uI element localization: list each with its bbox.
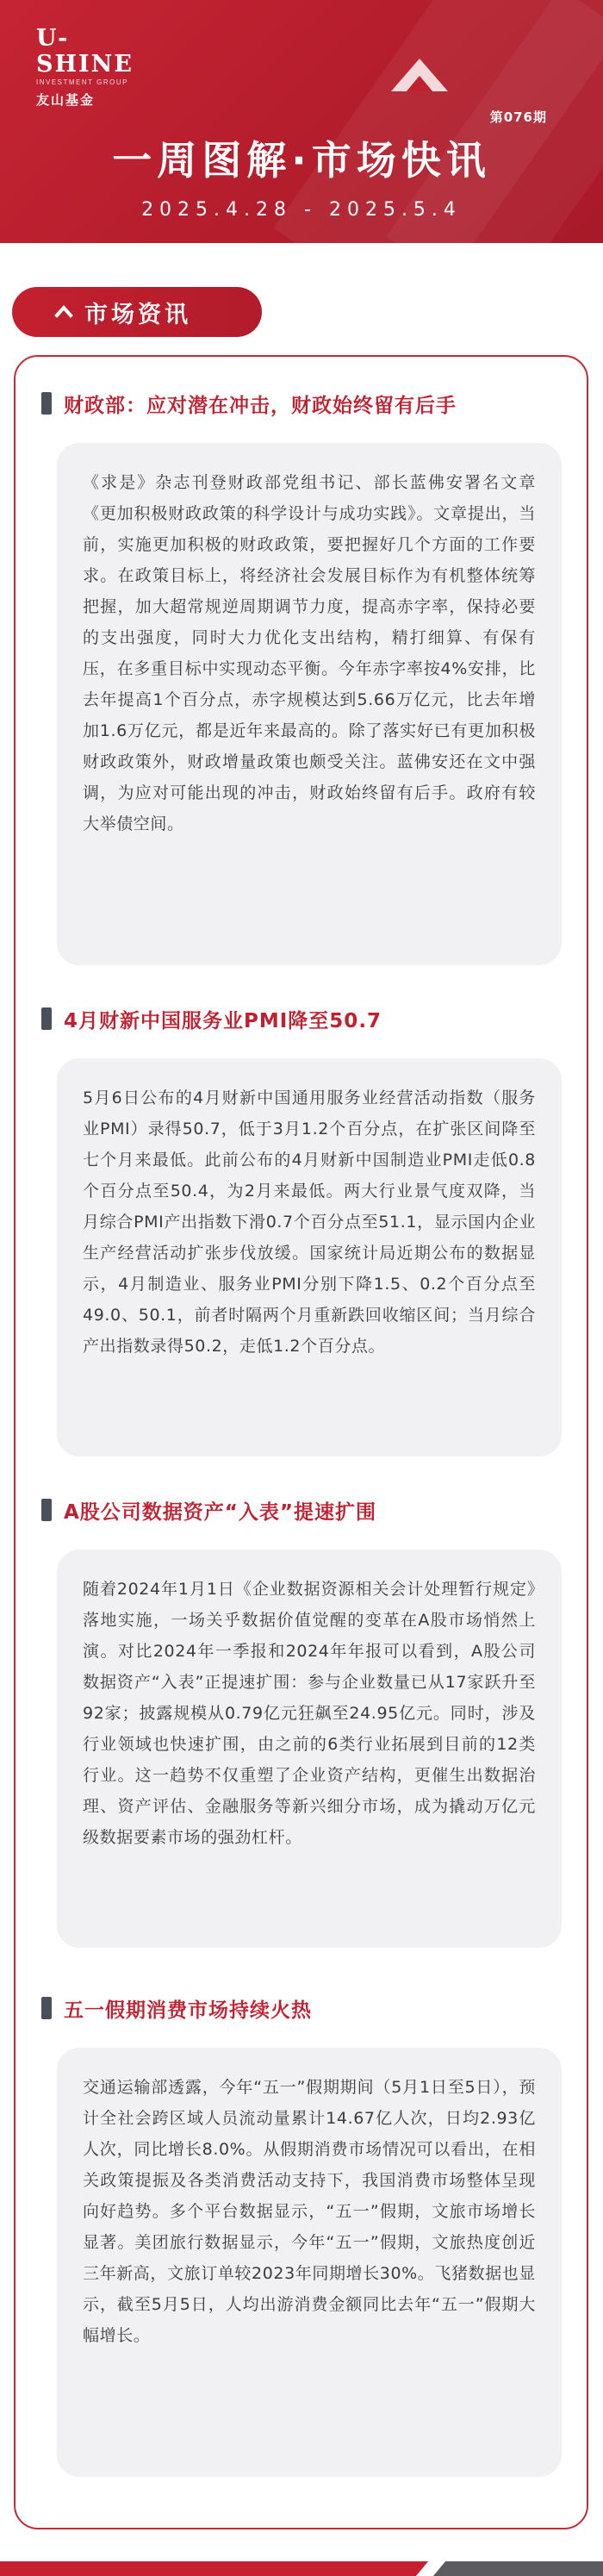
section-tab-market-news (12, 287, 262, 337)
issue-number: 第076期 (489, 109, 547, 125)
news-body: 随着2024年1月1日《企业数据资源相关会计处理暂行规定》落地实施，一场关乎数据价值觉醒的变革在A股市场悄然上演。对比2024年一季报和2024年年报可以看到，A股公司数据资产“入表”正提速扩围：参与企业数量已从17家跃升至92家；披露规模从0.79亿元狂飙至24.95亿元。同时，涉及行业领域也快速扩围，由之前的6类行业拓展到目前的12类行业。这一趋势不仅重塑了企业资产结构，更催生出数据治理、资产评估、金融服务等新兴细分市场，成为撬动万亿元级数据要素市场的强劲杠杆。 (57, 1550, 562, 1948)
news-body: 《求是》杂志刊登财政部党组书记、部长蓝佛安署名文章《更加积极财政政策的科学设计与成功实践》。文章提出，当前，实施更加积极的财政政策，要把握好几个方面的工作要求。在政策目标上，将经济社会发展目标作为有机整体统筹把握，加大超常规逆周期调节力度，提高赤字率，保持必要的支出强度，同时大力优化支出结构，精打细算、有保有压，在多重目标中实现动态平衡。今年赤字率按4%安排，比去年提高1个百分点，赤字规模达到5.66万亿元，比去年增加1.6万亿元，都是近年来最高的。除了落实好已有更加积极财政政策外，财政增量政策也颇受关注。蓝佛安还在文中强调，为应对可能出现的冲击，财政始终留有后手。政府有较大举债空间。 (57, 443, 562, 965)
mountain-logo-icon (389, 57, 450, 95)
news-heading (41, 388, 457, 419)
news-title: 五一假期消费市场持续火热 (64, 1999, 312, 2022)
date-range: 2025.4.28 - 2025.5.4 (141, 199, 462, 221)
news-heading (41, 1494, 376, 1525)
news-heading (41, 1003, 382, 1034)
footer-decor (431, 2561, 603, 2576)
brand-name-cn: 友山基金 (36, 92, 96, 108)
news-heading (41, 1993, 312, 2024)
footer-bar (0, 2561, 603, 2576)
section-title: 市场资讯 (84, 301, 191, 328)
news-title: 财政部：应对潜在冲击，财政始终留有后手 (64, 394, 457, 417)
chevron-up-icon (52, 300, 76, 324)
brand-tagline: INVESTMENT GROUP (36, 78, 128, 86)
news-card (14, 355, 588, 2529)
news-body: 5月6日公布的4月财新中国通用服务业经营活动指数（服务业PMI）录得50.7，低于3月1.2个百分点，在扩张区间降至七个月来最低。此前公布的4月财新中国制造业PMI走低0.8个百分点至50.4，为2月来最低。两大行业景气度双降，当月综合PMI产出指数下滑0.7个百分点至51.1，显示国内企业生产经营活动扩张步伐放缓。国家统计局近期公布的数据显示，4月制造业、服务业PMI分别下降1.5、0.2个百分点至49.0、50.1，前者时隔两个月重新跌回收缩区间；当月综合产出指数录得50.2，走低1.2个百分点。 (57, 1058, 562, 1456)
heading-marker (41, 1007, 52, 1030)
heading-marker (41, 1499, 52, 1521)
heading-marker (41, 1997, 52, 2019)
news-body: 交通运输部透露，今年“五一”假期期间（5月1日至5日），预计全社会跨区域人员流动量累计14.67亿人次，日均2.93亿人次，同比增长8.0%。从假期消费市场情况可以看出，在相关政策提振及各类消费活动支持下，我国消费市场整体呈现向好趋势。多个平台数据显示，“五一”假期，文旅市场增长显著。美团旅行数据显示，今年“五一”假期，文旅热度创近三年新高，文旅订单较2023年同期增长30%。飞猪数据也显示，截至5月5日，人均出游消费金额同比去年“五一”假期大幅增长。 (57, 2048, 562, 2477)
news-title: 4月财新中国服务业PMI降至50.7 (64, 1009, 382, 1032)
news-title: A股公司数据资产“入表”提速扩围 (64, 1500, 377, 1524)
page-header (0, 0, 603, 243)
brand-logo (36, 26, 165, 109)
brand-name-en: U-SHINE (36, 25, 134, 78)
page-title: 一周图解·市场快讯 (112, 137, 491, 184)
heading-marker (41, 392, 52, 415)
